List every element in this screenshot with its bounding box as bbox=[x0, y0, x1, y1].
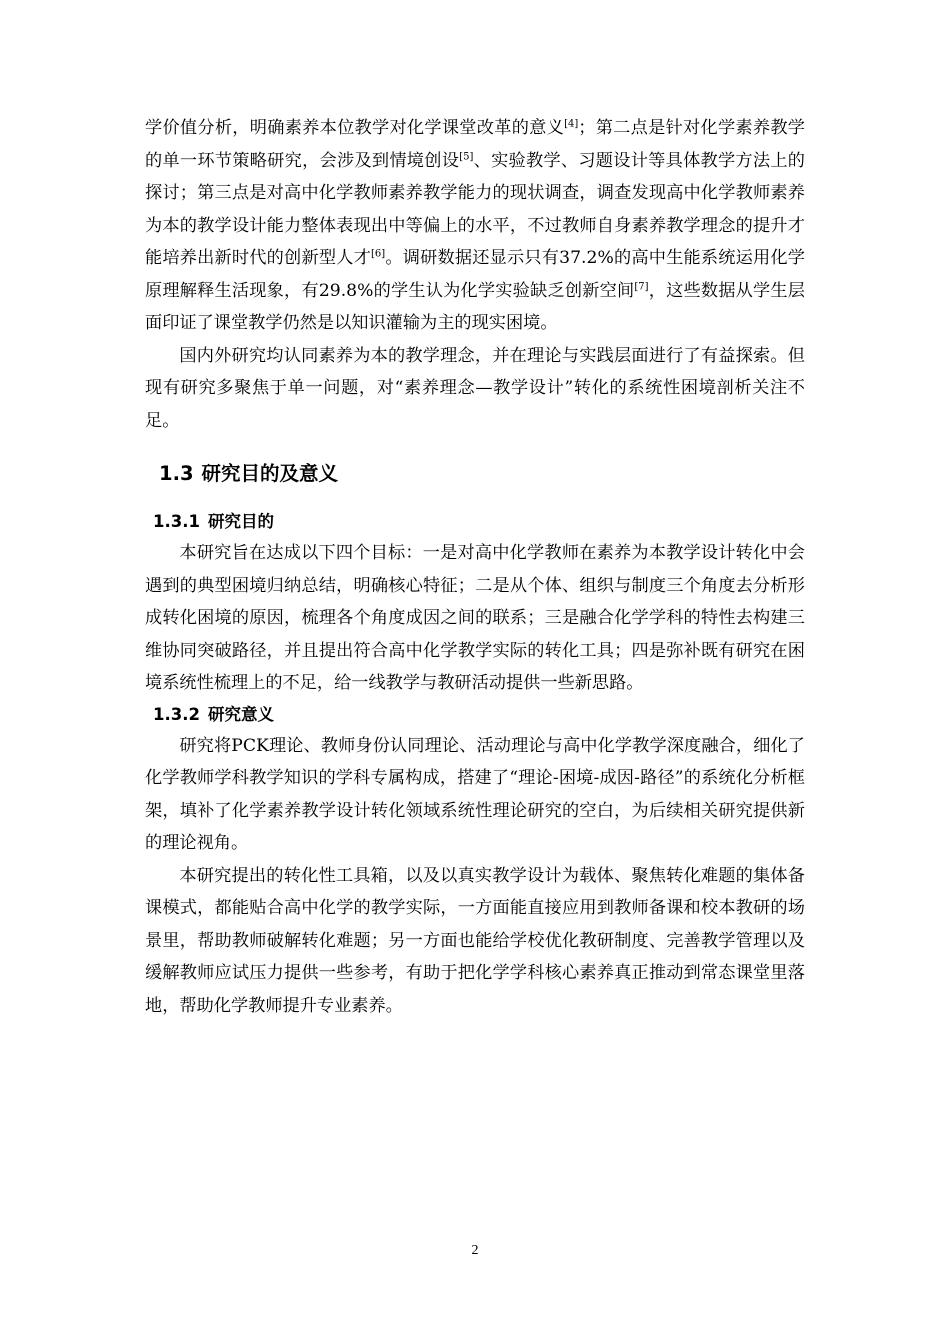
text-segment: ；第二点是针对化学素养教学的单一环节策略研究，会涉及到情境创设 bbox=[145, 118, 805, 171]
section-title: 研究目的及意义 bbox=[201, 462, 339, 485]
paragraph-theoretical-significance: 研究将PCK理论、教师身份认同理论、活动理论与高中化学教学深度融合，细化了化学教师学科教学知识的学科专属构成，搭建了“理论-困境-成因-路径”的系统化分析框架，填补了化学素养教学设计转化领域系统性理论研究的空白，为后续相关研究提供新的理论视角。 bbox=[145, 735, 805, 853]
paragraph-research-objectives: 本研究旨在达成以下四个目标：一是对高中化学教师在素养为本教学设计转化中会遇到的典型困境归纳总结，明确核心特征；二是从个体、组织与制度三个角度去分析形成转化困境的原因，梳理各个角度成因之间的联系；三是融合化学学科的特性去构建三维协同突破路径，并且提出符合高中化学教学实际的转化工具；四是弥补既有研究在困境系统性梳理上的不足，给一线教学与教研活动提供一些新思路。 bbox=[145, 543, 805, 693]
paragraph-review-summary: 国内外研究均认同素养为本的教学理念，并在理论与实践层面进行了有益探索。但现有研究多聚焦于单一问题，对“素养理念—教学设计”转化的系统性困境剖析关注不足。 bbox=[145, 345, 805, 431]
subsection-number: 1.3.2 bbox=[153, 704, 200, 724]
citation-ref: [7] bbox=[634, 280, 649, 292]
citation-ref: [6] bbox=[370, 248, 386, 260]
text-segment: 。调研数据还显示只有37.2%的高中生能系统运用化学原理解释生活现象，有29.8%的学生认为化学实验缺乏创新空间 bbox=[145, 248, 805, 301]
section-heading-1-3 bbox=[145, 459, 805, 489]
paragraph-practical-significance: 本研究提出的转化性工具箱，以及以真实教学设计为载体、聚焦转化难题的集体备课模式，都能贴合高中化学的教学实际，一方面能直接应用到教师备课和校本教研的场景里，帮助教师破解转化难题；另一方面也能给学校优化教研制度、完善教学管理以及缓解教师应试压力提供一些参考，有助于把化学学科核心素养真正推动到常态课堂里落地，帮助化学教师提升专业素养。 bbox=[145, 865, 805, 1016]
citation-ref: [4] bbox=[564, 118, 579, 130]
text-segment: ，这些数据从学生层面印证了课堂教学仍然是以知识灌输为主的现实困境。 bbox=[145, 280, 805, 333]
subsection-heading-1-3-1 bbox=[145, 507, 805, 537]
subsection-heading-1-3-2 bbox=[145, 700, 805, 730]
citation-ref: [5] bbox=[459, 150, 474, 162]
page-number: 2 bbox=[471, 1243, 479, 1258]
section-number: 1.3 bbox=[159, 462, 194, 485]
page-content bbox=[145, 112, 805, 1022]
subsection-title: 研究意义 bbox=[207, 704, 274, 724]
text-segment: 学价值分析，明确素养本位教学对化学课堂改革的意义 bbox=[145, 118, 565, 138]
subsection-number: 1.3.1 bbox=[153, 512, 200, 531]
text-segment: 、实验教学、习题设计等具体教学方法上的探讨；第三点是对高中化学教师素养教学能力的现状调查，调查发现高中化学教师素养为本的教学设计能力整体表现出中等偏上的水平，不过教师自身素养教学理念的提升才能培养出新时代的创新型人才 bbox=[145, 150, 805, 268]
paragraph-literature-review-continued bbox=[145, 112, 805, 340]
subsection-title: 研究目的 bbox=[207, 512, 274, 531]
